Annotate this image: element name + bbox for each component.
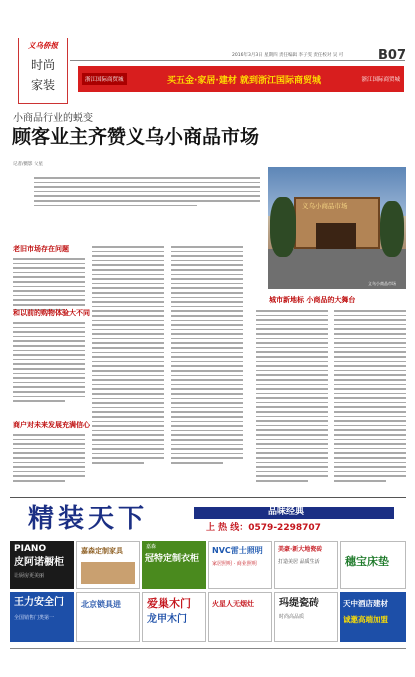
ad-huoxingren — [208, 592, 272, 642]
wangli-sub: 全国销售门类第一 — [14, 615, 55, 621]
furniture-name: 嘉森定制家具 — [81, 547, 123, 555]
section-name-1: 时尚 — [30, 58, 55, 72]
banner-right-logo: 浙江国际商贸城 — [361, 77, 400, 83]
article-byline: 记者/摄影 父星 — [13, 162, 43, 167]
ad-aichao — [142, 592, 206, 642]
wardrobe-brand: 嘉森 — [146, 544, 157, 550]
ad-mati — [274, 592, 338, 642]
ad-beijing-lock — [76, 592, 140, 642]
masthead — [18, 38, 68, 104]
header-info: 2016年3月3日 星期四 责任编辑 李子雯 责任校对 吴 可 — [232, 53, 344, 58]
market-entrance — [316, 223, 356, 249]
lead-paragraph — [34, 177, 260, 206]
ad-suibao — [340, 541, 406, 589]
ad-wardrobe — [142, 541, 206, 589]
mati-sub: 时尚高品质 — [279, 614, 305, 620]
wangli-name: 王力安全门 — [14, 597, 64, 608]
mati-name: 玛缇瓷砖 — [279, 598, 319, 609]
page-bottom-rule — [10, 648, 406, 649]
ad-piano — [10, 541, 74, 589]
banner-main-text: 买五金·家居·建材 就到浙江国际商贸城 — [167, 75, 321, 86]
body-col2 — [92, 246, 164, 464]
ad-jingzhuang — [10, 500, 406, 538]
wardrobe-name: 冠特定制衣柜 — [145, 554, 200, 564]
nvc-name: NVC雷士照明 — [212, 546, 263, 555]
subhead-4: 城市新地标 小商品的大舞台 — [269, 296, 356, 304]
meihao-sub: 打造美居 品质生活 — [278, 559, 320, 565]
section-name-2: 家装 — [30, 78, 55, 92]
subhead-3: 商户对未来发展充满信心 — [13, 421, 90, 429]
nvc-sub: 家居照明 · 商业照明 — [212, 561, 257, 567]
banner-left-logo: 浙江国际商贸城 — [82, 73, 127, 85]
piano-name: 皮阿诺橱柜 — [14, 557, 64, 568]
ad-section-rule — [10, 497, 406, 498]
body-col1-c — [13, 434, 85, 482]
piano-title: PIANO — [14, 544, 47, 554]
page-number: B07 — [378, 48, 406, 63]
huoxingren-name: 火星人无烟灶 — [212, 600, 254, 608]
body-col4 — [256, 310, 328, 482]
subhead-1: 老旧市场存在问题 — [13, 245, 69, 253]
top-banner-ad — [78, 66, 404, 92]
article-headline: 顾客业主齐赞义乌小商品市场 — [12, 126, 260, 148]
tree-right — [380, 201, 404, 257]
body-col3 — [171, 246, 243, 464]
ad-wangli — [10, 592, 74, 642]
photo-credit: 义乌小商品市场 — [368, 281, 396, 286]
meihao-name: 美豪·新大地瓷砖 — [278, 546, 323, 553]
suibao-name: 穗宝床垫 — [345, 555, 389, 568]
jz-slogan: 品味经典 — [268, 507, 305, 517]
aichao-name: 爱巢木门 — [147, 597, 191, 610]
jz-phone: 上 热 线：0579-2298707 — [206, 523, 321, 533]
ad-nvc — [208, 541, 272, 589]
ad-furniture — [76, 541, 140, 589]
newspaper-logo: 义乌侨报 — [28, 41, 58, 50]
market-photo — [268, 167, 406, 289]
article-kicker: 小商品行业的蜕变 — [13, 113, 93, 124]
header-rule — [70, 60, 405, 61]
market-sign: 义乌小商品市场 — [302, 202, 348, 210]
body-col1-b — [13, 322, 85, 402]
tree-left — [270, 197, 296, 257]
piano-sub: 让厨房更美丽 — [14, 573, 45, 579]
furniture-photo — [81, 562, 135, 584]
ad-meihao — [274, 541, 338, 589]
ad-tianzhong — [340, 592, 406, 642]
jz-title: 精装天下 — [28, 504, 149, 534]
tianzhong-name: 天中酒店建材 — [343, 599, 388, 608]
body-col1-a — [13, 258, 85, 310]
body-col5 — [334, 310, 406, 482]
beijing-lock-name: 北京锁具进 — [81, 600, 121, 609]
subhead-2: 和以前的购物体验大不同 — [13, 309, 90, 317]
tianzhong-sub: 诚邀高端加盟 — [343, 615, 388, 624]
aichao-sub: 龙甲木门 — [147, 614, 187, 625]
